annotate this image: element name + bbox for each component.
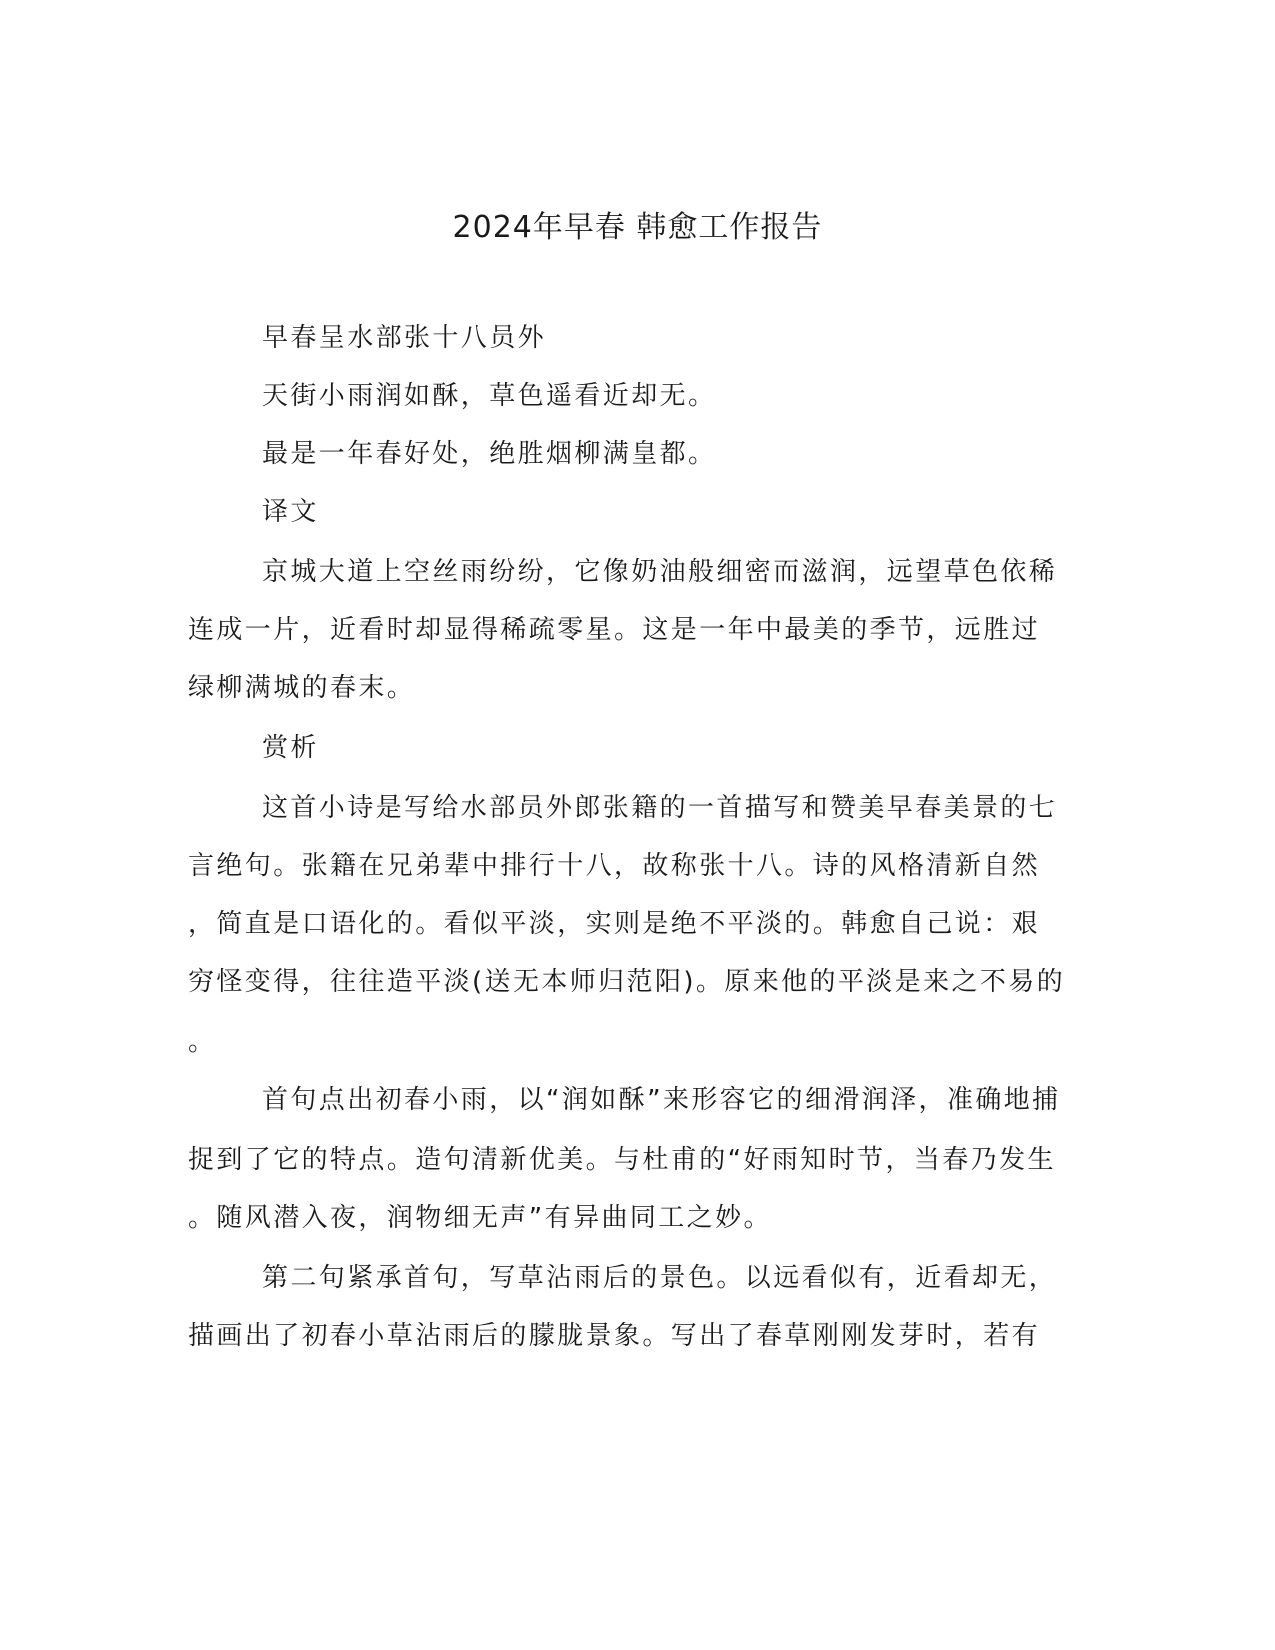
- analysis-paragraph-line: ，简直是口语化的。看似平淡，实则是绝不平淡的。韩愈自己说：艰: [188, 909, 1041, 939]
- second-sentence-paragraph-line: 第二句紧承首句，写草沾雨后的景色。以远看似有，近看却无，: [262, 1263, 1058, 1293]
- analysis-paragraph-line: 言绝句。张籍在兄弟辈中排行十八，故称张十八。诗的风格清新自然: [188, 851, 1041, 881]
- second-sentence-paragraph-line: 描画出了初春小草沾雨后的朦胧景象。写出了春草刚刚发芽时，若有: [188, 1321, 1041, 1351]
- analysis-heading: 赏析: [262, 733, 319, 763]
- poem-line-2: 最是一年春好处，绝胜烟柳满皇都。: [262, 439, 717, 469]
- translation-paragraph-line: 连成一片，近看时却显得稀疏零星。这是一年中最美的季节，远胜过: [188, 615, 1041, 645]
- translation-heading: 译文: [262, 497, 319, 527]
- analysis-paragraph-line: 穷怪变得，往往造平淡(送无本师归范阳)。原来他的平淡是来之不易的: [188, 967, 1066, 997]
- poem-line-1: 天街小雨润如酥，草色遥看近却无。: [262, 381, 717, 411]
- document-title: 2024年早春 韩愈工作报告: [452, 210, 823, 245]
- poem-title-line: 早春呈水部张十八员外: [262, 323, 547, 353]
- analysis-paragraph-line: 。: [188, 1027, 217, 1057]
- translation-paragraph-line: 绿柳满城的春末。: [188, 673, 416, 703]
- translation-paragraph-line: 京城大道上空丝雨纷纷，它像奶油般细密而滋润，远望草色依稀: [262, 557, 1058, 587]
- first-sentence-paragraph-line: 。随风潜入夜，润物细无声”有异曲同工之妙。: [188, 1203, 772, 1233]
- first-sentence-paragraph-line: 捉到了它的特点。造句清新优美。与杜甫的“好雨知时节，当春乃发生: [188, 1145, 1056, 1175]
- first-sentence-paragraph-line: 首句点出初春小雨，以“润如酥”来形容它的细滑润泽，准确地捕: [262, 1085, 1061, 1115]
- analysis-paragraph-line: 这首小诗是写给水部员外郎张籍的一首描写和赞美早春美景的七: [262, 793, 1058, 823]
